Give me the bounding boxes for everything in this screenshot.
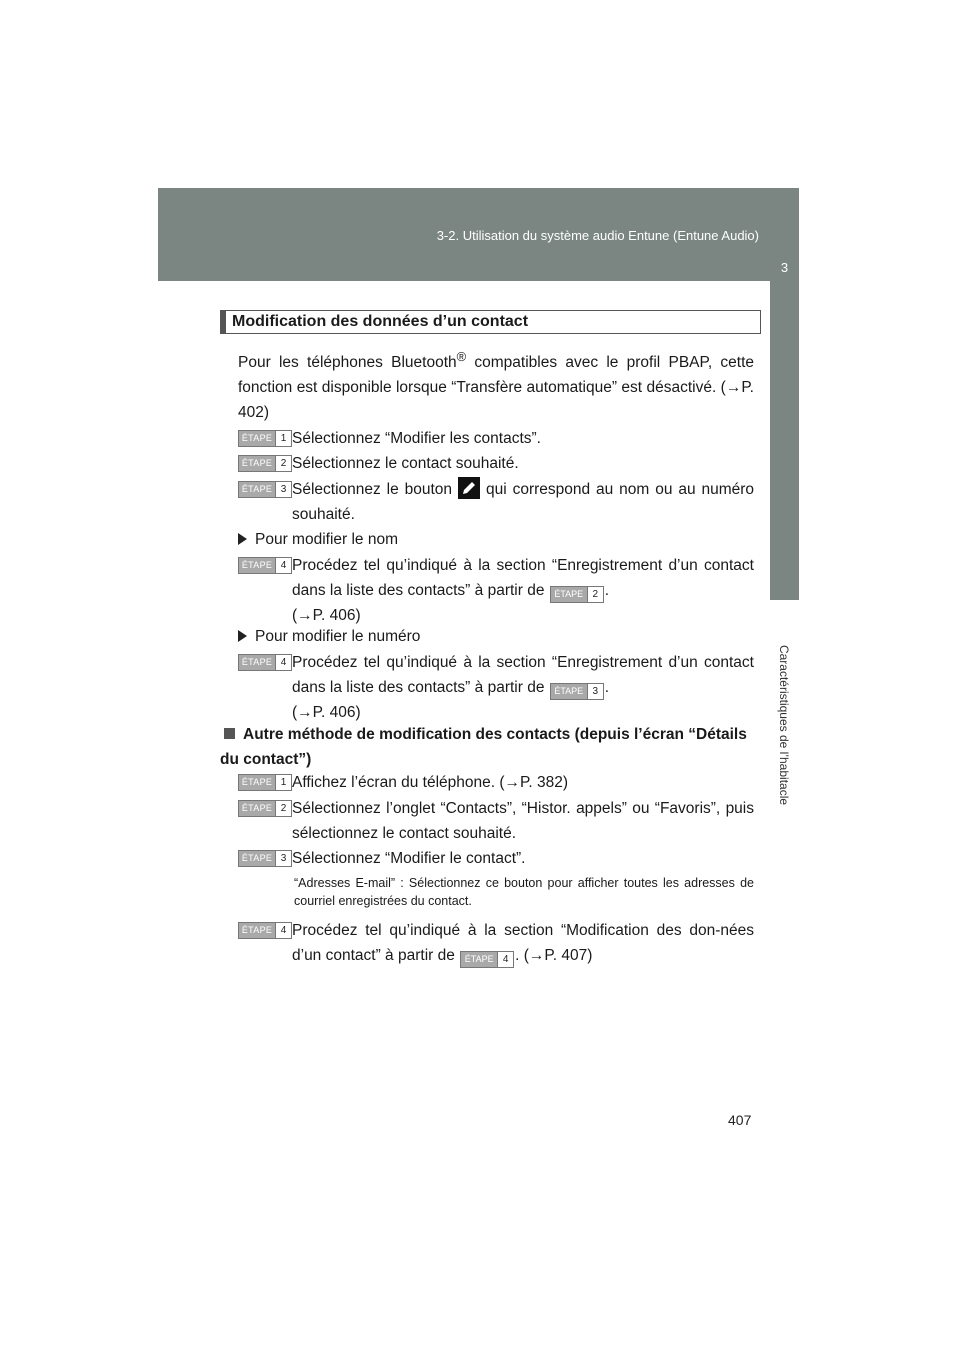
step-text: Sélectionnez le contact souhaité. — [292, 455, 519, 472]
step-text: Procédez tel qu’indiqué à la section “Enregistrement d’un contact dans la liste des contacts” à partir de ÉTAPE 3 . (→P. 406) — [292, 654, 754, 721]
step-ref-badge: ÉTAPE 3 — [550, 683, 604, 700]
header-title: 3-2. Utilisation du système audio Entune (Entune Audio) — [436, 228, 759, 243]
branch-name-heading: Pour modifier le nom — [238, 527, 398, 552]
intro-paragraph: Pour les téléphones Bluetooth® compatibles avec le profil PBAP, cette fonction est disponible lorsque “Transfère automatique” est désactivé. (→P. 402) — [238, 349, 754, 422]
alt-method-heading: Autre méthode de modification des contacts (depuis l’écran “Détails du contact”) — [220, 726, 747, 768]
branch-number-heading: Pour modifier le numéro — [238, 624, 420, 649]
step-badge: ÉTAPE 4 — [238, 922, 292, 939]
arrow-right-icon — [238, 533, 247, 545]
page-number: 407 — [728, 1112, 752, 1128]
pencil-icon — [458, 477, 480, 499]
step-badge: ÉTAPE 1 — [238, 774, 292, 791]
step-text: Procédez tel qu’indiqué à la section “Modification des don-nées d’un contact” à partir de ÉTAPE 4 . (→P. 407) — [292, 918, 754, 968]
square-bullet-icon — [224, 728, 235, 739]
step-text: Sélectionnez “Modifier les contacts”. — [292, 430, 541, 447]
step-badge: ÉTAPE 4 — [238, 654, 292, 671]
step-badge: ÉTAPE 1 — [238, 430, 292, 447]
step-badge: ÉTAPE 3 — [238, 850, 292, 867]
registered-mark: ® — [456, 349, 467, 364]
header-bar — [158, 188, 799, 281]
step-text: Sélectionnez l’onglet “Contacts”, “Histor. appels” ou “Favoris”, puis sélectionnez le contact souhaité. — [292, 800, 754, 842]
side-tab-number: 3 — [780, 260, 789, 275]
section-title: Modification des données d’un contact — [220, 310, 761, 334]
note-text: “Adresses E-mail” : Sélectionnez ce bouton pour afficher toutes les adresses de courriel enregistrées du contact. — [294, 876, 754, 908]
side-tab-label: Caractéristiques de l’habitacle — [777, 644, 791, 806]
step-badge: ÉTAPE 2 — [238, 455, 292, 472]
step-badge: ÉTAPE 4 — [238, 557, 292, 574]
step-text: Sélectionnez le bouton qui correspond au nom ou au numéro souhaité. — [292, 477, 754, 527]
arrow-ref-icon: → — [725, 379, 742, 397]
side-tab — [770, 281, 799, 600]
step-ref-badge: ÉTAPE 2 — [550, 586, 604, 603]
arrow-right-icon — [238, 630, 247, 642]
step-badge: ÉTAPE 2 — [238, 800, 292, 817]
step-text: Procédez tel qu’indiqué à la section “Enregistrement d’un contact dans la liste des contacts” à partir de ÉTAPE 2 . (→P. 406) — [292, 557, 754, 624]
step-ref-badge: ÉTAPE 4 — [460, 951, 514, 968]
step-badge: ÉTAPE 3 — [238, 481, 292, 498]
step-text: Sélectionnez “Modifier le contact”. — [292, 850, 526, 867]
step-text: Affichez l’écran du téléphone. (→P. 382) — [292, 774, 569, 791]
